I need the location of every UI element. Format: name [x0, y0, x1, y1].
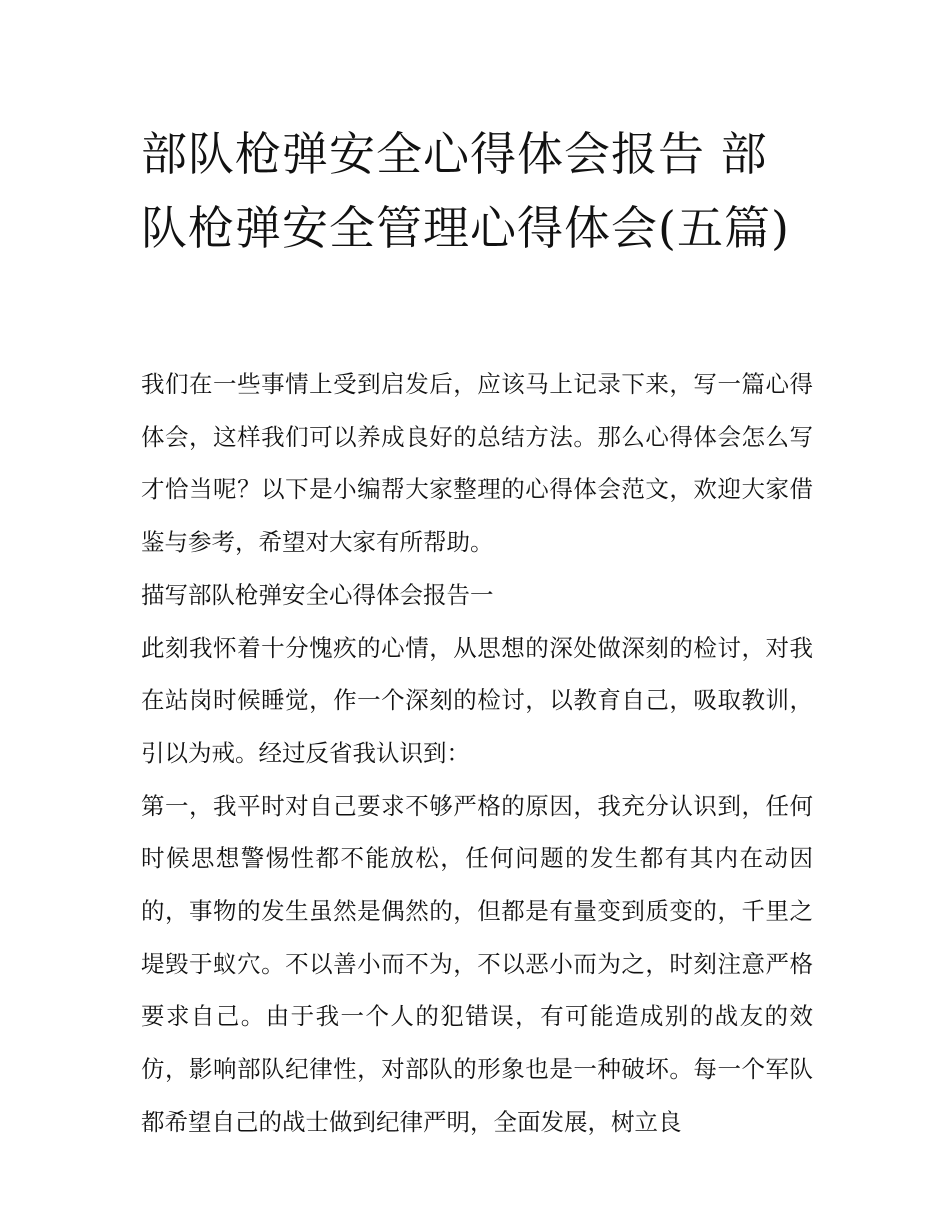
section-heading: 描写部队枪弹安全心得体会报告一 [141, 580, 494, 609]
document-body [141, 358, 813, 1149]
body-paragraph: 此刻我怀着十分愧疚的心情，从思想的深处做深刻的检讨，对我在站岗时候睡觉，作一个深刻的检讨，以教育自己，吸取教训，引以为戒。经过反省我认识到： [141, 633, 813, 767]
intro-paragraph: 我们在一些事情上受到启发后，应该马上记录下来，写一篇心得体会，这样我们可以养成良好的总结方法。那么心得体会怎么写才恰当呢？以下是小编帮大家整理的心得体会范文，欢迎大家借鉴与参考，希望对大家有所帮助。 [141, 370, 813, 557]
body-paragraph: 第一，我平时对自己要求不够严格的原因，我充分认识到，任何时候思想警惕性都不能放松，任何问题的发生都有其内在动因的，事物的发生虽然是偶然的，但都是有量变到质变的，千里之堤毁于蚁穴。不以善小而不为，不以恶小而为之，时刻注意严格要求自己。由于我一个人的犯错误，有可能造成别的战友的效仿，影响部队纪律性，对部队的形象也是一种破坏。每一个军队都希望自己的战士做到纪律严明，全面发展，树立良 [141, 791, 813, 1136]
document-title: 部队枪弹安全心得体会报告 部队枪弹安全管理心得体会(五篇) [141, 127, 790, 255]
